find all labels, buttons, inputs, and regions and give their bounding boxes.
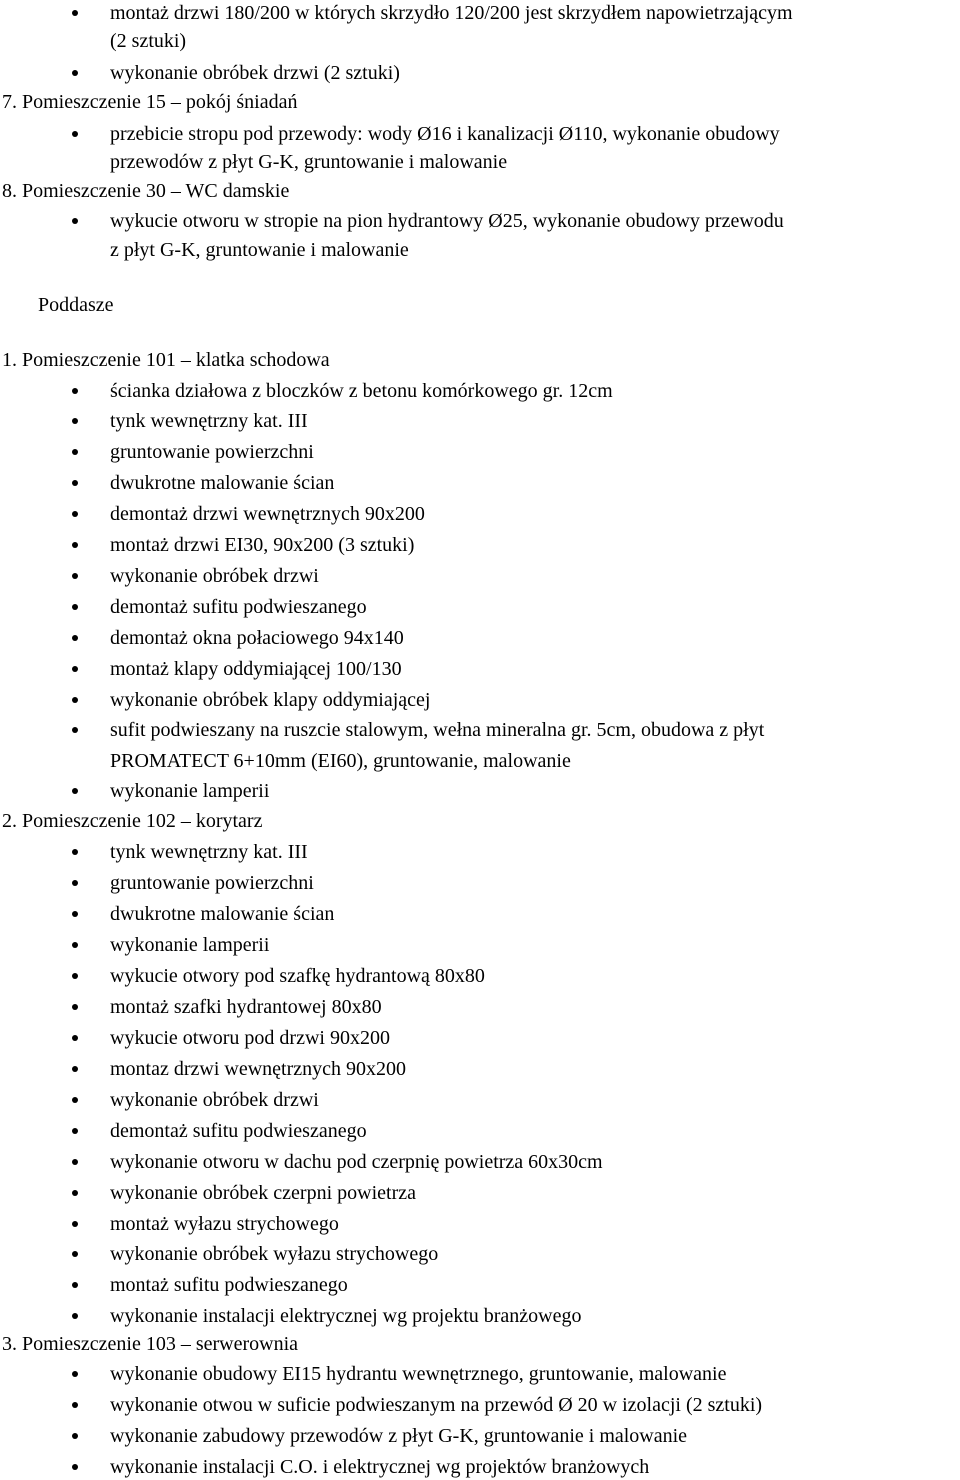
list-item: demontaż sufitu podwieszanego [110,1120,367,1142]
bullet-marker [72,0,82,26]
list-item: wykonanie obróbek czerpni powietrza [110,1182,416,1204]
list-item: wykonanie obudowy EI15 hydrantu wewnętrznego, gruntowanie, malowanie [110,1363,727,1385]
bullet-marker [72,687,82,713]
list-item: dwukrotne malowanie ścian [110,472,335,494]
bullet-marker [72,1087,82,1113]
list-item-continuation: (2 sztuki) [110,30,187,52]
bullet-marker [72,60,82,86]
list-item: przebicie stropu pod przewody: wody Ø16 i kanalizacji Ø110, wykonanie obudowy [110,123,780,145]
list-item: montaż klapy oddymiającej 100/130 [110,658,402,680]
bullet-marker [72,594,82,620]
bullet-marker [72,839,82,865]
list-item: tynk wewnętrzny kat. III [110,841,308,863]
bullet-marker [72,1180,82,1206]
bullet-marker [72,121,82,147]
bullet-marker [72,932,82,958]
list-item: gruntowanie powierzchni [110,441,314,463]
list-item-continuation: PROMATECT 6+10mm (EI60), gruntowanie, malowanie [110,750,571,772]
section-title: Poddasze [38,294,114,316]
list-item: wykonanie obróbek drzwi (2 sztuki) [110,62,400,84]
list-item: montaż drzwi EI30, 90x200 (3 sztuki) [110,534,415,556]
bullet-marker [72,901,82,927]
bullet-marker [72,1423,82,1449]
list-item: montaz drzwi wewnętrznych 90x200 [110,1058,407,1080]
list-item: sufit podwieszany na ruszcie stalowym, wełna mineralna gr. 5cm, obudowa z płyt [110,719,765,741]
bullet-marker [72,532,82,558]
list-item: wykucie otworu w stropie na pion hydrantowy Ø25, wykonanie obudowy przewodu [110,210,784,232]
list-item-continuation: z płyt G-K, gruntowanie i malowanie [110,239,409,261]
bullet-marker [72,1392,82,1418]
bullet-marker [72,439,82,465]
bullet-marker [72,1361,82,1387]
bullet-marker [72,408,82,434]
list-item: montaż drzwi 180/200 w których skrzydło 120/200 jest skrzydłem napowietrzającym [110,2,793,24]
bullet-marker [72,378,82,404]
room-heading: 8. Pomieszczenie 30 – WC damskie [2,180,290,202]
bullet-marker [72,656,82,682]
list-item: wykonanie lamperii [110,934,270,956]
list-item: montaż sufitu podwieszanego [110,1274,348,1296]
list-item: wykonanie instalacji elektrycznej wg projektu branżowego [110,1305,582,1327]
bullet-marker [72,1241,82,1267]
bullet-marker [72,208,82,234]
list-item: wykucie otworu pod drzwi 90x200 [110,1027,390,1049]
list-item: ścianka działowa z bloczków z betonu komórkowego gr. 12cm [110,380,613,402]
list-item: wykonanie otworu w dachu pod czerpnię powietrza 60x30cm [110,1151,603,1173]
bullet-marker [72,625,82,651]
list-item: wykonanie instalacji C.O. i elektrycznej wg projektów branżowych [110,1456,650,1478]
list-item: montaż wyłazu strychowego [110,1213,339,1235]
list-item: demontaż drzwi wewnętrznych 90x200 [110,503,425,525]
bullet-marker [72,470,82,496]
list-item: gruntowanie powierzchni [110,872,314,894]
bullet-marker [72,870,82,896]
list-item: wykonanie zabudowy przewodów z płyt G-K, gruntowanie i malowanie [110,1425,688,1447]
bullet-marker [72,1056,82,1082]
bullet-marker [72,778,82,804]
bullet-marker [72,994,82,1020]
list-item: tynk wewnętrzny kat. III [110,410,308,432]
room-heading: 3. Pomieszczenie 103 – serwerownia [2,1333,299,1355]
list-item: demontaż sufitu podwieszanego [110,596,367,618]
list-item: wykonanie obróbek klapy oddymiającej [110,689,431,711]
bullet-marker [72,1303,82,1329]
bullet-marker [72,1149,82,1175]
bullet-marker [72,717,82,743]
bullet-marker [72,501,82,527]
room-heading: 7. Pomieszczenie 15 – pokój śniadań [2,91,298,113]
list-item: wykonanie obróbek drzwi [110,565,319,587]
list-item: dwukrotne malowanie ścian [110,903,335,925]
room-heading: 2. Pomieszczenie 102 – korytarz [2,810,263,832]
bullet-marker [72,1454,82,1480]
bullet-marker [72,563,82,589]
list-item: demontaż okna połaciowego 94x140 [110,627,404,649]
list-item: wykonanie obróbek wyłazu strychowego [110,1243,439,1265]
list-item: wykucie otwory pod szafkę hydrantową 80x80 [110,965,485,987]
bullet-marker [72,1272,82,1298]
list-item: wykonanie lamperii [110,780,270,802]
list-item: montaż szafki hydrantowej 80x80 [110,996,382,1018]
bullet-marker [72,1025,82,1051]
bullet-marker [72,1118,82,1144]
list-item-continuation: przewodów z płyt G-K, gruntowanie i malowanie [110,151,508,173]
bullet-marker [72,963,82,989]
bullet-marker [72,1211,82,1237]
room-heading: 1. Pomieszczenie 101 – klatka schodowa [2,349,330,371]
list-item: wykonanie obróbek drzwi [110,1089,319,1111]
list-item: wykonanie otwou w suficie podwieszanym na przewód Ø 20 w izolacji (2 sztuki) [110,1394,763,1416]
